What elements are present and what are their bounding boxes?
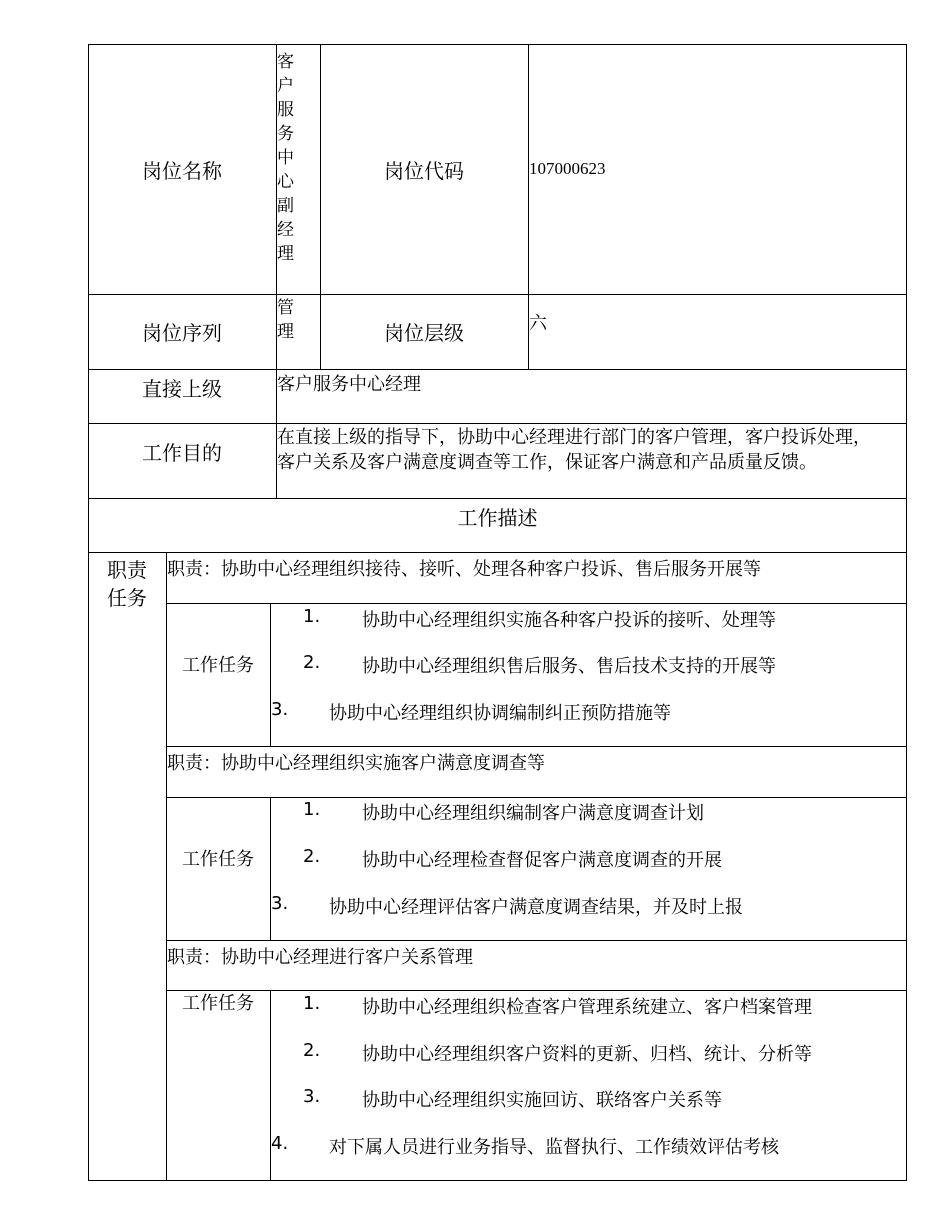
position-series-text: 管理 [277, 298, 294, 342]
task-text: 协助中心经理检查督促客户满意度调查的开展 [362, 850, 722, 871]
task-number: 1. [303, 799, 321, 820]
duties-label-line-2: 任务 [107, 586, 147, 610]
task-text: 对下属人员进行业务指导、监督执行、工作绩效评估考核 [329, 1137, 779, 1158]
position-level-value: 六 [529, 312, 547, 334]
supervisor-value: 客户服务中心经理 [277, 374, 421, 395]
task-text: 协助中心经理组织协调编制纠正预防措施等 [329, 703, 671, 724]
task-text: 协助中心经理组织实施各种客户投诉的接听、处理等 [362, 610, 776, 631]
task-number: 2. [303, 652, 321, 673]
task-text: 协助中心经理组织实施回访、联络客户关系等 [362, 1090, 722, 1111]
duties-label [88, 556, 166, 612]
task-number: 3. [303, 1086, 321, 1107]
supervisor-label: 直接上级 [142, 376, 222, 401]
task-number: 1. [303, 993, 321, 1014]
position-name-label: 岗位名称 [142, 158, 222, 183]
position-level-label: 岗位层级 [384, 321, 464, 345]
position-name-text: 客户服务中心副经理 [277, 52, 294, 264]
position-series-value [277, 296, 297, 366]
position-code-label: 岗位代码 [384, 158, 464, 183]
task-label: 工作任务 [182, 849, 254, 870]
task-number: 2. [303, 846, 321, 867]
purpose-line-1: 在直接上级的指导下，协助中心经理进行部门的客户管理，客户投诉处理， [277, 427, 871, 448]
task-number: 4. [271, 1133, 289, 1154]
task-label: 工作任务 [182, 655, 254, 676]
task-text: 协助中心经理评估客户满意度调查结果，并及时上报 [329, 897, 743, 918]
position-code-value: 107000623 [529, 159, 606, 178]
duty-title: 职责：协助中心经理组织实施客户满意度调查等 [167, 753, 545, 774]
task-number: 3. [271, 699, 289, 720]
task-text: 协助中心经理组织检查客户管理系统建立、客户档案管理 [362, 997, 812, 1018]
task-number: 3. [271, 893, 289, 914]
task-number: 2. [303, 1040, 321, 1061]
purpose-label: 工作目的 [142, 440, 222, 465]
position-name-value [277, 50, 297, 290]
description-title: 工作描述 [457, 505, 538, 530]
task-text: 协助中心经理组织客户资料的更新、归档、统计、分析等 [362, 1044, 812, 1065]
duty-title: 职责：协助中心经理进行客户关系管理 [167, 947, 473, 968]
task-number: 1. [303, 606, 321, 627]
task-label: 工作任务 [182, 993, 254, 1014]
task-text: 协助中心经理组织编制客户满意度调查计划 [362, 803, 704, 824]
position-series-label: 岗位序列 [142, 321, 222, 345]
duty-title: 职责：协助中心经理组织接待、接听、处理各种客户投诉、售后服务开展等 [167, 559, 761, 580]
task-text: 协助中心经理组织售后服务、售后技术支持的开展等 [362, 656, 776, 677]
duties-label-line-1: 职责 [107, 558, 147, 582]
purpose-line-2: 客户关系及客户满意度调查等工作，保证客户满意和产品质量反馈。 [277, 452, 817, 473]
